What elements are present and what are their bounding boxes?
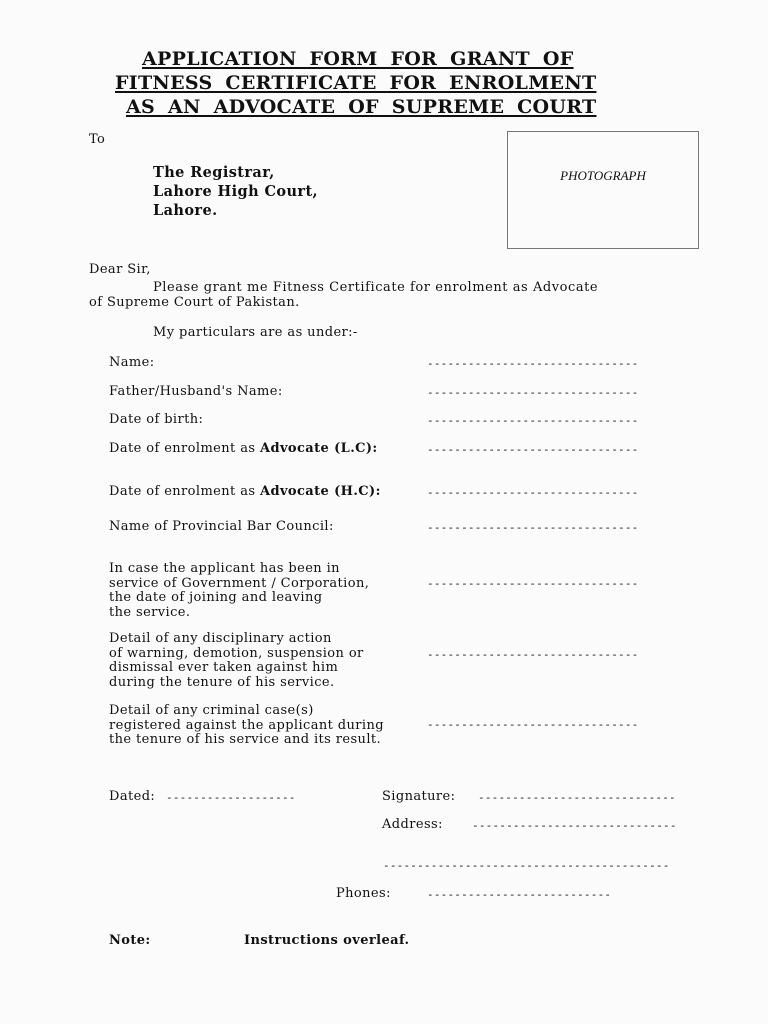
field-service-label: In case the applicant has been in service of Government / Corporation, the date of joining and leaving the service. bbox=[109, 561, 370, 620]
phones-line[interactable]: --------------------------- bbox=[427, 888, 612, 901]
signature-line[interactable]: ----------------------------- bbox=[478, 791, 676, 804]
field-bar-council-line[interactable]: ------------------------------- bbox=[427, 521, 639, 534]
enrol-lc-bold: Advocate (L.C): bbox=[259, 441, 378, 456]
signature-label: Signature: bbox=[382, 789, 456, 804]
field-enrol-lc-label bbox=[109, 441, 378, 456]
field-father-line[interactable]: ------------------------------- bbox=[427, 386, 639, 399]
field-disciplinary-line[interactable]: ------------------------------- bbox=[427, 648, 639, 661]
field-service-line[interactable]: ------------------------------- bbox=[427, 577, 639, 590]
field-name-label: Name: bbox=[109, 355, 155, 370]
title-line-2: FITNESS CERTIFICATE FOR ENROLMENT bbox=[115, 72, 597, 94]
enrol-hc-prefix: Date of enrolment as bbox=[109, 484, 260, 499]
body-line-1: Please grant me Fitness Certificate for enrolment as Advocate bbox=[153, 280, 599, 295]
field-dob-line[interactable]: ------------------------------- bbox=[427, 414, 639, 427]
note-label: Note: bbox=[109, 933, 151, 948]
particulars-intro: My particulars are as under:- bbox=[153, 325, 358, 340]
title-line-1: APPLICATION FORM FOR GRANT OF bbox=[142, 48, 574, 70]
address-line[interactable]: ------------------------------ bbox=[472, 819, 677, 832]
enrol-hc-bold: Advocate (H.C): bbox=[259, 484, 381, 499]
to-label: To bbox=[89, 132, 106, 147]
title-line-3: AS AN ADVOCATE OF SUPREME COURT bbox=[126, 96, 597, 118]
field-name-line[interactable]: ------------------------------- bbox=[427, 357, 639, 370]
dated-line[interactable]: ------------------- bbox=[166, 791, 296, 804]
photograph-label: PHOTOGRAPH bbox=[560, 168, 646, 183]
address-label: Address: bbox=[382, 817, 443, 832]
address-line-2[interactable]: ------------------------------------------ bbox=[383, 859, 670, 872]
field-enrol-lc-line[interactable]: ------------------------------- bbox=[427, 443, 639, 456]
field-dob-label: Date of birth: bbox=[109, 412, 204, 427]
body-line-2: of Supreme Court of Pakistan. bbox=[89, 295, 300, 310]
photograph-box bbox=[507, 131, 699, 249]
note-text: Instructions overleaf. bbox=[244, 933, 410, 948]
phones-label: Phones: bbox=[336, 886, 391, 901]
field-enrol-hc-label bbox=[109, 484, 381, 499]
salutation: Dear Sir, bbox=[89, 262, 151, 277]
enrol-lc-prefix: Date of enrolment as bbox=[109, 441, 260, 456]
field-criminal-label: Detail of any criminal case(s) registered against the applicant during the tenure of his service and its result. bbox=[109, 703, 384, 747]
addressee: The Registrar, Lahore High Court, Lahore. bbox=[153, 164, 318, 219]
field-criminal-line[interactable]: ------------------------------- bbox=[427, 718, 639, 731]
field-disciplinary-label: Detail of any disciplinary action of warning, demotion, suspension or dismissal ever taken against him during the tenure of his service. bbox=[109, 631, 364, 690]
field-father-label: Father/Husband's Name: bbox=[109, 384, 283, 399]
field-bar-council-label: Name of Provincial Bar Council: bbox=[109, 519, 334, 534]
field-enrol-hc-line[interactable]: ------------------------------- bbox=[427, 486, 639, 499]
dated-label: Dated: bbox=[109, 789, 156, 804]
